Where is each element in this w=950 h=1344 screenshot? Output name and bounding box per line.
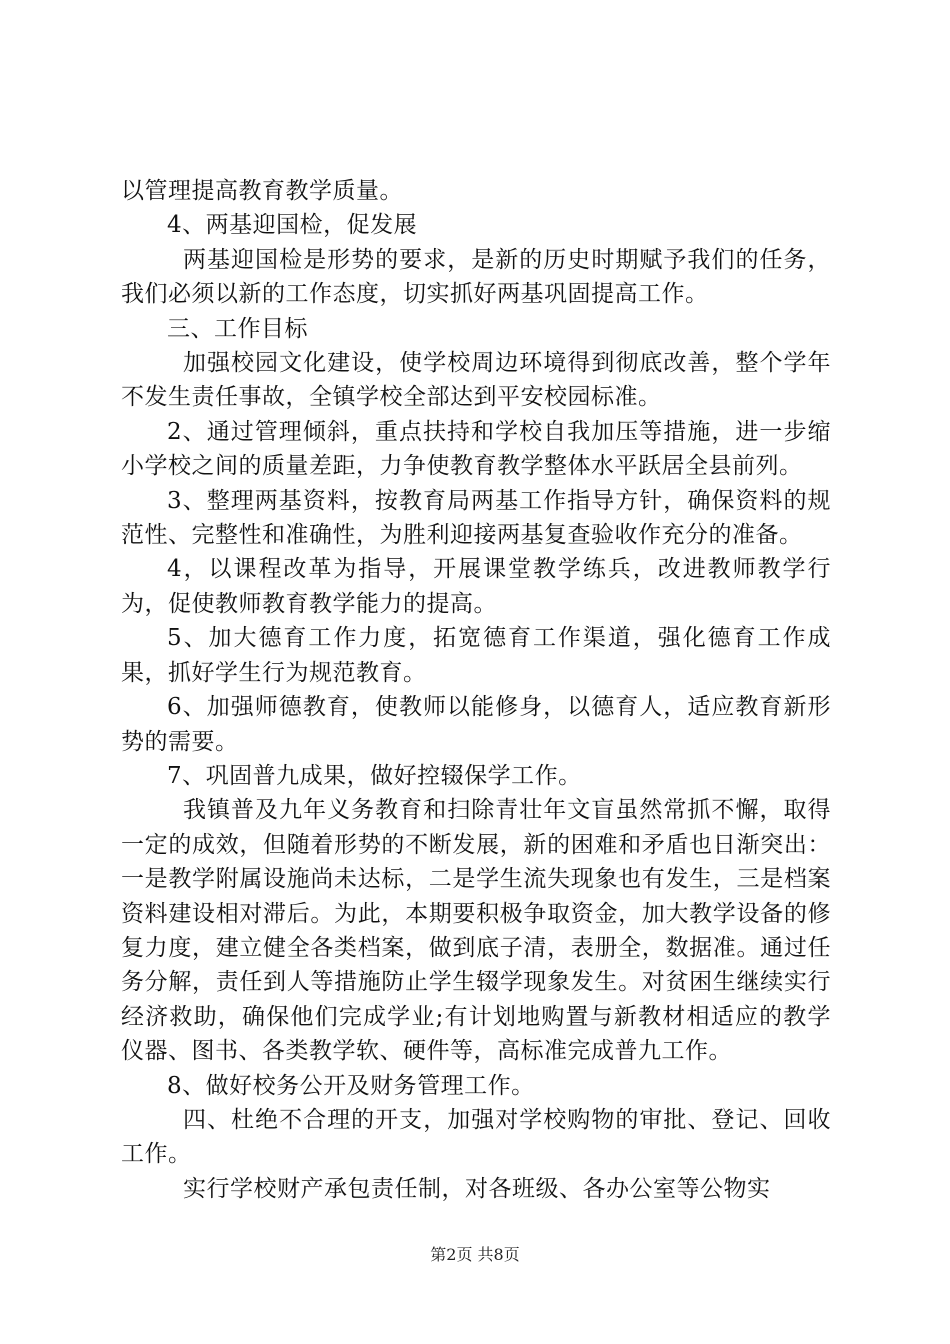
page-footer xyxy=(0,1245,950,1265)
list-item: 6、加强师德教育，使教师以能修身，以德育人，适应教育新形势的需要。 xyxy=(121,694,831,755)
list-item: 7、巩固普九成果，做好控辍保学工作。 xyxy=(167,762,582,789)
paragraph-heading-4: 4、两基迎国检，促发展 xyxy=(167,212,418,239)
list-item: 2、通过管理倾斜，重点扶持和学校自我加压等措施，进一步缩小学校之间的质量差距，力争使教育教学整体水平跃居全县前列。 xyxy=(121,418,831,480)
list-item: 4，以课程改革为指导，开展课堂教学练兵，改进教师教学行为，促使教师教育教学能力的提高。 xyxy=(121,556,831,617)
section-heading: 三、工作目标 xyxy=(167,315,308,342)
list-item: 8、做好校务公开及财务管理工作。 xyxy=(167,1072,535,1099)
paragraph: 加强校园文化建设，使学校周边环境得到彻底改善，整个学年不发生责任事故，全镇学校全部达到平安校园标准。 xyxy=(121,350,831,411)
list-item: 5、加大德育工作力度，拓宽德育工作渠道，强化德育工作成果，抓好学生行为规范教育。 xyxy=(121,625,831,686)
section-heading: 四、杜绝不合理的开支，加强对学校购物的审批、登记、回收工作。 xyxy=(121,1106,831,1168)
list-item: 3、整理两基资料，按教育局两基工作指导方针，确保资料的规范性、完整性和准确性，为胜利迎接两基复查验收作充分的准备。 xyxy=(121,487,831,549)
document-body xyxy=(121,174,831,1206)
paragraph: 两基迎国检是形势的要求，是新的历史时期赋予我们的任务，我们必须以新的工作态度，切实抓好两基巩固提高工作。 xyxy=(121,246,831,308)
paragraph-continuation: 以管理提高教育教学质量。 xyxy=(121,178,403,204)
paragraph: 实行学校财产承包责任制，对各班级、各办公室等公物实 xyxy=(183,1175,771,1202)
page-number-label: 第2页 共8页 xyxy=(430,1245,520,1264)
paragraph: 我镇普及九年义务教育和扫除青壮年文盲虽然常抓不懈，取得一定的成效，但随着形势的不断发展，新的困难和矛盾也日渐突出：一是教学附属设施尚未达标，二是学生流失现象也有发生，三是档案资料建设相对滞后。为此，本期要积极争取资金，加大教学设备的修复力度，建立健全各类档案，做到底子清，表册全，数据准。通过任务分解，责任到人等措施防止学生辍学现象发生。对贫困生继续实行经济救助，确保他们完成学业;有计划地购置与新教材相适应的教学仪器、图书、各类教学软、硬件等，高标准完成普九工作。 xyxy=(121,797,831,1065)
